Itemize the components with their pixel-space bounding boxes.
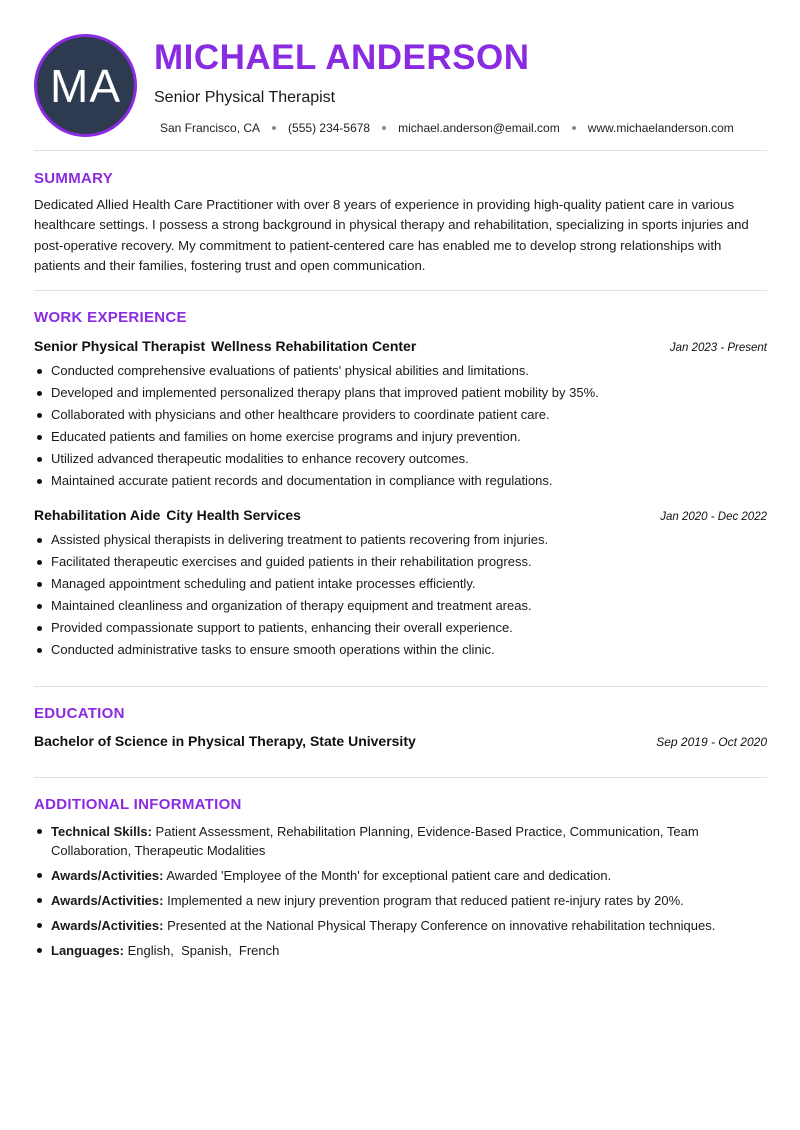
award-label: Awards/Activities: — [51, 868, 164, 883]
job-company: Wellness Rehabilitation Center — [211, 338, 417, 354]
award-item — [34, 891, 767, 910]
job-bullets — [34, 529, 767, 661]
job-title-line — [34, 338, 416, 354]
job-bullet: Developed and implemented personalized therapy plans that improved patient mobility by 35%. — [34, 382, 767, 404]
section-divider — [34, 686, 767, 687]
award-item — [34, 866, 767, 885]
avatar-initials: MA — [50, 59, 121, 112]
award-label: Awards/Activities: — [51, 893, 164, 908]
job-header — [34, 507, 767, 523]
job-header — [34, 338, 767, 354]
job-bullet: Conducted comprehensive evaluations of patients' physical abilities and limitations. — [34, 360, 767, 382]
candidate-name: MICHAEL ANDERSON — [154, 38, 530, 77]
job-bullet: Educated patients and families on home exercise programs and injury prevention. — [34, 426, 767, 448]
job-bullet: Conducted administrative tasks to ensure smooth operations within the clinic. — [34, 639, 767, 661]
summary-text: Dedicated Allied Health Care Practitioner with over 8 years of experience in providing high-quality patient care in various healthcare settings. I possess a strong background in physical therapy and rehabilitation, specializing in sports injuries and post-operative recovery. My commitment to patient-centered care has enabled me to develop strong relationships with patients and their families, fostering trust and open communication. — [34, 197, 749, 274]
contact-phone[interactable]: (555) 234-5678 — [288, 121, 371, 135]
section-divider — [34, 777, 767, 778]
job-title: Senior Physical Therapist — [34, 338, 206, 354]
job-bullets — [34, 360, 767, 492]
job-bullet: Maintained accurate patient records and documentation in compliance with regulations. — [34, 470, 767, 492]
education-degree: Bachelor of Science in Physical Therapy, State University — [34, 733, 416, 749]
languages-list — [128, 943, 280, 958]
contact-email[interactable]: michael.anderson@email.com — [398, 121, 560, 135]
experience-heading: WORK EXPERIENCE — [34, 309, 187, 326]
job-bullet: Provided compassionate support to patients, enhancing their overall experience. — [34, 617, 767, 639]
contact-location: San Francisco, CA — [160, 121, 261, 135]
technical-skills-item — [34, 822, 767, 860]
job-bullet: Maintained cleanliness and organization of therapy equipment and treatment areas. — [34, 595, 767, 617]
job-company: City Health Services — [166, 507, 301, 523]
section-divider — [34, 150, 767, 151]
language: , Spanish — [170, 943, 228, 958]
contact-website[interactable]: www.michaelanderson.com — [587, 121, 734, 135]
job-dates: Jan 2023 - Present — [669, 342, 767, 354]
resume-header — [0, 0, 800, 150]
contact-line — [160, 121, 734, 135]
education-heading: EDUCATION — [34, 705, 125, 722]
award-label: Awards/Activities: — [51, 918, 164, 933]
candidate-role: Senior Physical Therapist — [154, 89, 336, 106]
award-text: Implemented a new injury prevention program that reduced patient re-injury rates by 20%. — [167, 893, 684, 908]
job-title: Rehabilitation Aide — [34, 507, 161, 523]
section-divider — [34, 290, 767, 291]
language: English — [127, 943, 171, 958]
avatar — [34, 34, 137, 137]
contact-separator — [382, 126, 386, 130]
contact-separator — [572, 126, 576, 130]
award-text: Awarded 'Employee of the Month' for exceptional patient care and dedication. — [166, 868, 612, 883]
languages-item — [34, 941, 767, 960]
technical-skills-label: Technical Skills: — [51, 824, 152, 839]
education-entry — [34, 733, 767, 749]
languages-label: Languages: — [51, 943, 124, 958]
job-bullet: Utilized advanced therapeutic modalities to enhance recovery outcomes. — [34, 448, 767, 470]
award-text: Presented at the National Physical Therapy Conference on innovative rehabilitation techniques. — [167, 918, 716, 933]
additional-heading: ADDITIONAL INFORMATION — [34, 796, 242, 813]
language: , French — [228, 943, 279, 958]
award-item — [34, 916, 767, 935]
summary-heading: SUMMARY — [34, 170, 114, 187]
job-bullet: Facilitated therapeutic exercises and guided patients in their rehabilitation progress. — [34, 551, 767, 573]
job-bullet: Assisted physical therapists in delivering treatment to patients recovering from injuries. — [34, 529, 767, 551]
education-dates: Sep 2019 - Oct 2020 — [656, 735, 767, 749]
technical-skills-text: Patient Assessment, Rehabilitation Planning, Evidence-Based Practice, Communication, Team Collaboration, Therapeutic Modalities — [51, 824, 699, 858]
job-title-line — [34, 507, 301, 523]
job-bullet: Managed appointment scheduling and patient intake processes efficiently. — [34, 573, 767, 595]
additional-list — [34, 822, 767, 966]
job-bullet: Collaborated with physicians and other healthcare providers to coordinate patient care. — [34, 404, 767, 426]
contact-separator — [272, 126, 276, 130]
job-dates: Jan 2020 - Dec 2022 — [660, 511, 767, 523]
